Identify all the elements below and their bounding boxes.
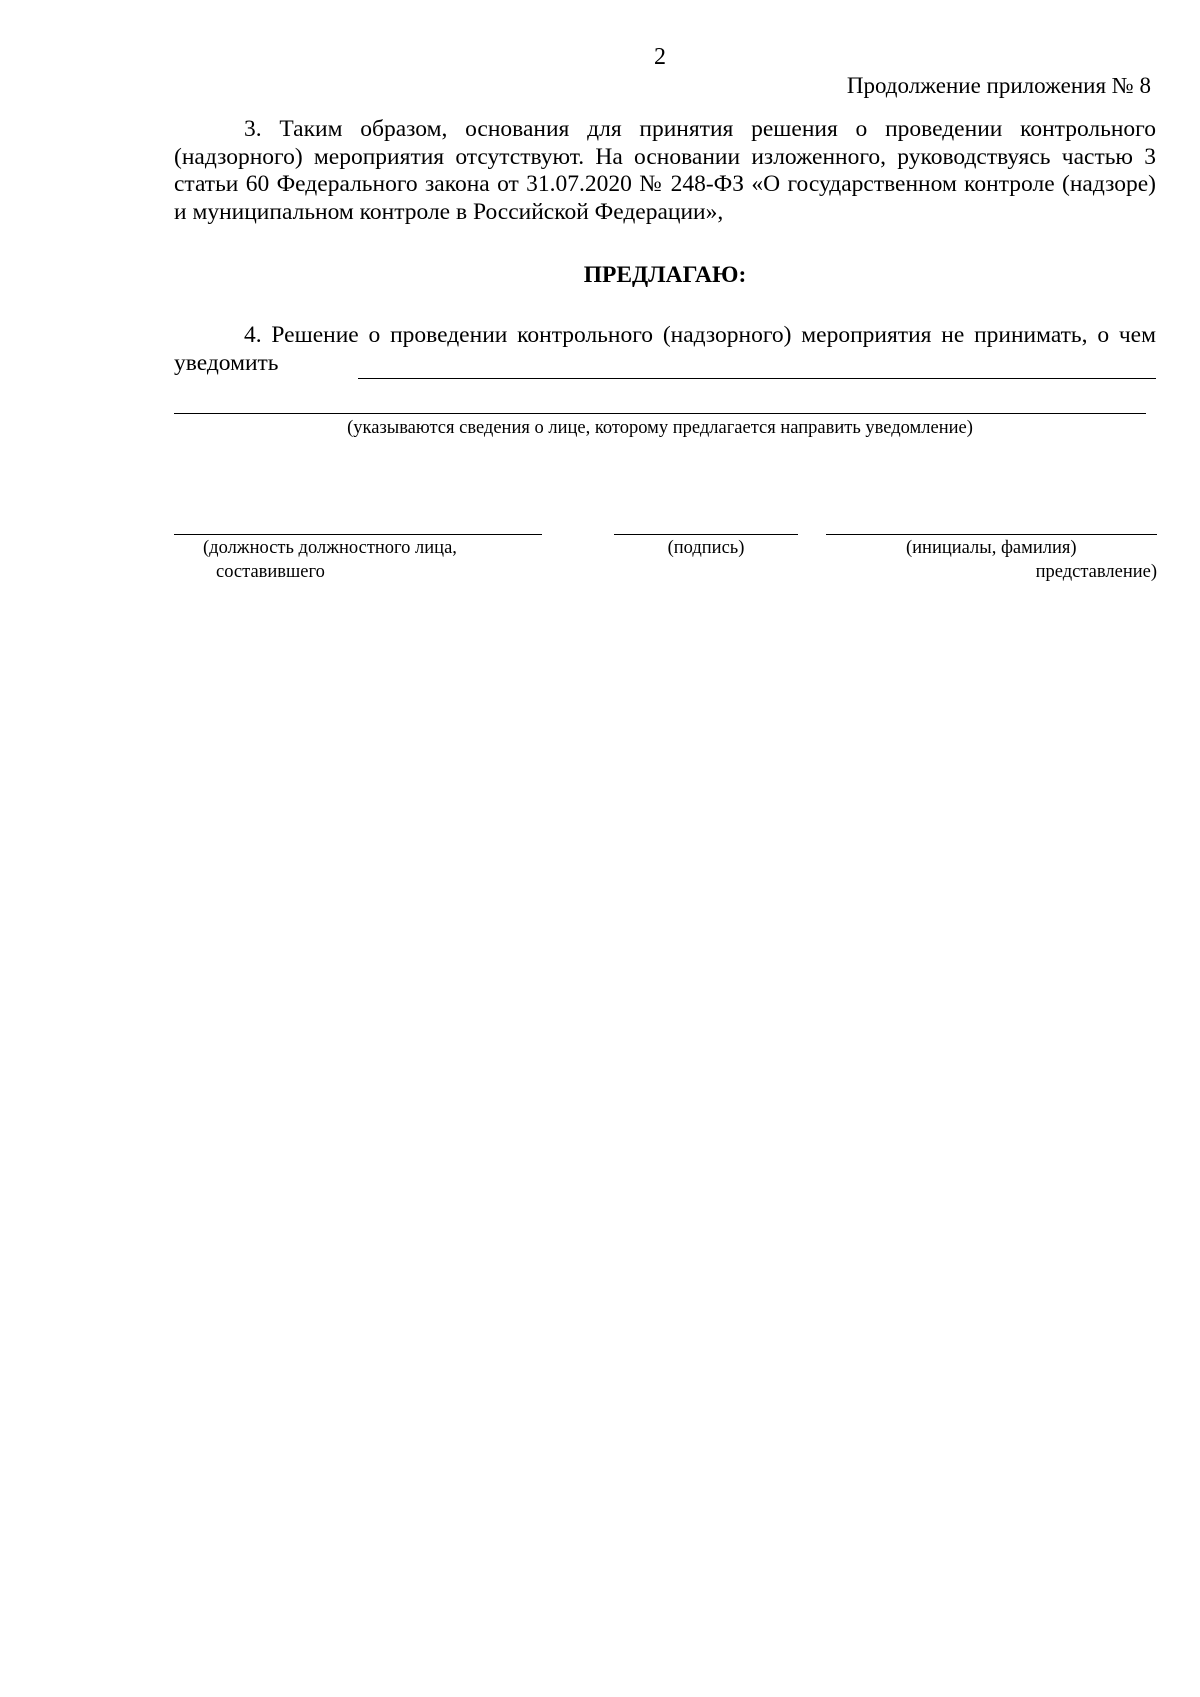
heading-propose: ПРЕДЛАГАЮ: — [583, 262, 747, 288]
name-hint-line1: (инициалы, фамилия) — [906, 538, 1077, 558]
position-hint-line1: (должность должностного лица, — [203, 538, 457, 558]
signature-line[interactable] — [614, 510, 798, 535]
paragraph-4-text: 4. Решение о проведении контрольного (надзорного) мероприятия не принимать, о чем уведомить — [174, 322, 1156, 376]
position-hint-line2: составившего — [216, 562, 325, 582]
notify-hint: (указываются сведения о лице, которому предлагается направить уведомление) — [347, 418, 973, 438]
page-number: 2 — [654, 44, 666, 70]
notify-recipient-line[interactable] — [358, 352, 1156, 379]
signature-hint: (подпись) — [667, 538, 745, 558]
name-line[interactable] — [826, 510, 1157, 535]
position-line[interactable] — [174, 510, 542, 535]
appendix-note: Продолжение приложения № 8 — [846, 73, 1151, 98]
notify-recipient-line-2[interactable] — [174, 390, 1146, 414]
paragraph-3 — [174, 116, 1156, 226]
paragraph-3-text: 3. Таким образом, основания для принятия решения о проведении контрольного (надзорного) мероприятия отсутствуют. На основании изложенного, руководствуясь частью 3 статьи 60 Федерального закона от 31.07.2020 № 248-ФЗ «О государственном контроле (надзоре) и муниципальном контроле в Российской Федерации», — [174, 116, 1156, 225]
name-hint-line2: представление) — [1035, 562, 1157, 582]
